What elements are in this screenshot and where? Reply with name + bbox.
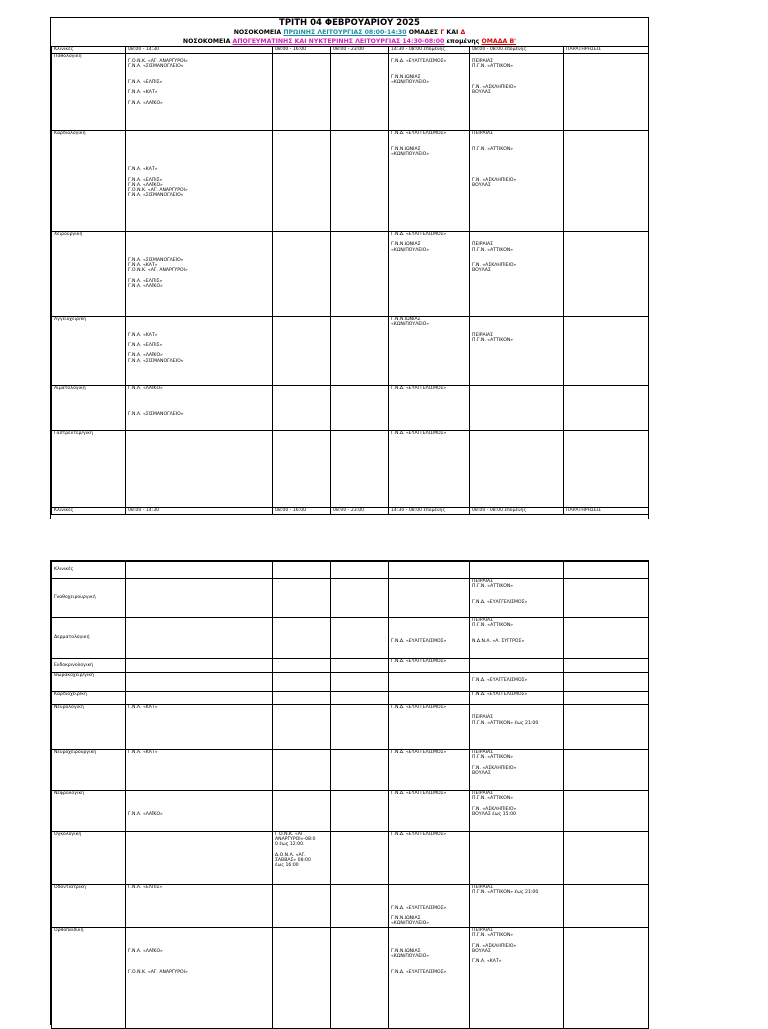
clinic-name: Νευρολογική [52,705,126,750]
hospital-cell [126,832,273,885]
clinic-name: Κλινικές [52,562,126,579]
hospital-cell [273,692,331,705]
hospital-cell [273,885,331,928]
hospital-cell [273,750,331,791]
hospital-cell [389,562,470,579]
hospital-cell [331,791,389,832]
hospital-cell: Γ.Ο.Ν.Κ. «ΑΓ. ΑΝΑΡΓΥΡΟΙ» Γ.Ν.Α. «ΣΙΣΜΑΝΟΓΛΕΙΟ» Γ.Ν.Α. «ΕΛΠΙΣ» Γ.Ν.Α. «ΚΑΤ» Γ.Ν.Α. «ΛΑΪΚΟ» [126,54,273,131]
clinic-name: Νευροχειρουργική [52,750,126,791]
hospital-cell [273,705,331,750]
table-row [52,928,649,1029]
table-row [52,232,649,317]
clinic-name: Οδοντιατρική [52,885,126,928]
hospital-cell [126,673,273,692]
hospital-cell: ΠΕΙΡΑΙΑΣ Π.Γ.Ν. «ΑΤΤΙΚΟΝ» έως 21:00 [470,705,564,750]
hospital-cell [126,562,273,579]
hospital-cell [470,832,564,885]
hospital-cell: Γ.Ν.Α. «ΚΑΤ» Γ.Ν.Α. «ΕΛΠΙΣ» Γ.Ν.Α. «ΛΑΪΚΟ» Γ.Ο.Ν.Κ. «ΑΓ. ΑΝΑΡΓΥΡΟΙ» Γ.Ν.Α. «ΣΙΣΜΑΝΟΓΛΕΙΟ» [126,131,273,232]
clinic-name: Ογκολογική [52,832,126,885]
hospital-cell [564,832,649,885]
table-row [52,832,649,885]
hospital-cell [564,928,649,1029]
evening-shift-line [51,37,648,46]
hospital-cell [564,579,649,618]
group-beta: ΟΜΑΔΑ Β' [481,38,517,45]
clinic-name: Γναθοχειρουργική [52,579,126,618]
hospital-cell: ΠΕΙΡΑΙΑΣ Π.Γ.Ν. «ΑΤΤΙΚΟΝ» Γ.Ν. «ΑΣΚΛΗΠΙΕΙΟ» ΒΟΥΛΑΣ έως 15:00 [470,791,564,832]
hospital-cell [331,579,389,618]
hospital-cell: Γ.Ν.Α. «ΣΙΣΜΑΝΟΓΛΕΙΟ» Γ.Ν.Α. «ΚΑΤ» Γ.Ο.Ν.Κ. «ΑΓ. ΑΝΑΡΓΥΡΟΙ» Γ.Ν.Α. «ΕΛΠΙΣ» Γ.Ν.Α. «ΛΑΪΚΟ» [126,232,273,317]
table-row [52,885,649,928]
clinic-name: Νεφρολογική [52,791,126,832]
hospital-cell [331,673,389,692]
hospital-cell: Γ.Ν.Α. «ΚΑΤ» [126,750,273,791]
clinic-name: Καρδιοχειρ/κή [52,692,126,705]
hospital-cell [273,431,331,508]
hospital-cell: ΠΕΙΡΑΙΑΣ Π.Γ.Ν. «ΑΤΤΙΚΟΝ» Γ.Ν. «ΑΣΚΛΗΠΙΕΙΟ» ΒΟΥΛΑΣ [470,54,564,131]
header-row [52,47,649,54]
hospital-cell [331,232,389,317]
hospital-cell [331,131,389,232]
hospital-cell: Γ.Ν.Α. «ΛΑΪΚΟ» [126,791,273,832]
hospital-cell: Γ.Ν.Δ. «ΕΥΑΓΓΕΛΙΣΜΟΣ» [389,832,470,885]
table-row [52,673,649,692]
hospital-cell [273,928,331,1029]
hospital-cell [564,431,649,508]
hospital-cell [331,431,389,508]
hospital-cell [273,386,331,431]
hospital-cell [331,928,389,1029]
hospital-cell: Γ.Ν.Δ. «ΕΥΑΓΓΕΛΙΣΜΟΣ» [389,431,470,508]
hospital-cell: Γ.Ν.Δ. «ΕΥΑΓΓΕΛΙΣΜΟΣ» [389,791,470,832]
table-row [52,705,649,750]
hospital-cell: ΠΕΙΡΑΙΑΣ Π.Γ.Ν. «ΑΤΤΙΚΟΝ» [470,317,564,386]
hospital-cell [331,317,389,386]
clinic-name: Παθολογική [52,54,126,131]
hospital-cell: ΠΕΙΡΑΙΑΣ Π.Γ.Ν. «ΑΤΤΙΚΟΝ» έως 21:00 [470,885,564,928]
header-text: ΟΜΑΔΕΣ [406,29,441,36]
table-row [52,579,649,618]
page-header [51,18,648,46]
column-header: 08:00 - 23:00 [331,47,389,54]
column-header: Κλινικές [52,508,126,515]
hospital-cell [564,705,649,750]
page-title: ΤΡΙΤΗ 04 ΦΕΒΡΟΥΑΡΙΟΥ 2025 [279,18,420,28]
clinic-name: Χειρουργική [52,232,126,317]
column-header: 08:00 - 16:00 [273,47,331,54]
hospital-cell: Γ.Ν.Ν.ΙΩΝΙΑΣ «ΚΩΝ/ΠΟΥΛΕΙΟ» [389,317,470,386]
table-row [52,54,649,131]
hospital-cell [331,659,389,673]
hospital-cell: Γ.Ν.Δ. «ΕΥΑΓΓΕΛΙΣΜΟΣ» [470,692,564,705]
clinic-name: Δερματολογική [52,618,126,659]
group-delta: Δ [460,29,466,36]
hospital-cell [564,618,649,659]
column-header: 08:00 - 14:30 [126,47,273,54]
hospital-cell [564,317,649,386]
morning-hours: ΠΡΩΙΝΗΣ ΛΕΙΤΟΥΡΓΙΑΣ 08:00-14:30 [283,29,407,36]
hospital-cell [564,386,649,431]
column-header: 14:30 - 08:00 επομένης [389,508,470,515]
hospital-cell: Γ.Ν.Δ. «ΕΥΑΓΓΕΛΙΣΜΟΣ» Γ.Ν.Ν.ΙΩΝΙΑΣ «ΚΩΝ/ΠΟΥΛΕΙΟ» [389,54,470,131]
table-row [52,791,649,832]
clinic-name: Ενδοκρινολογική [52,659,126,673]
hospital-cell [331,618,389,659]
schedule-table-2 [51,561,649,1029]
hospital-cell: Γ.Ν.Α. «ΕΛΠΙΣ» [126,885,273,928]
hospital-cell: Γ.Ν.Α. «ΛΑΪΚΟ» Γ.Ν.Α. «ΣΙΣΜΑΝΟΓΛΕΙΟ» [126,386,273,431]
clinic-name: Αγγειοχειρ/κή [52,317,126,386]
hospital-cell: Γ.Ν.Α. «ΚΑΤ» Γ.Ν.Α. «ΕΛΠΙΣ» Γ.Ν.Α. «ΛΑΪΚΟ» Γ.Ν.Α. «ΣΙΣΜΑΝΟΓΛΕΙΟ» [126,317,273,386]
table-row [52,131,649,232]
hospital-cell: ΠΕΙΡΑΙΑΣ Π.Γ.Ν. «ΑΤΤΙΚΟΝ» Γ.Ν. «ΑΣΚΛΗΠΙΕΙΟ» ΒΟΥΛΑΣ [470,131,564,232]
hospital-cell [126,431,273,508]
hospital-cell [331,562,389,579]
hospital-cell [564,791,649,832]
header-text: ΝΟΣΟΚΟΜΕΙΑ [182,38,233,45]
hospital-cell: Γ.Ν.Ν.ΙΩΝΙΑΣ «ΚΩΝ/ΠΟΥΛΕΙΟ» Γ.Ν.Δ. «ΕΥΑΓΓΕΛΙΣΜΟΣ» [389,928,470,1029]
table-row [52,618,649,659]
column-header: 08:00 - 14:30 [126,508,273,515]
hospital-cell [564,562,649,579]
hospital-cell [331,54,389,131]
clinic-name: Ορθοπαιδική [52,928,126,1029]
table-row [52,750,649,791]
schedule-table-1 [51,46,649,515]
hospital-cell [470,431,564,508]
hospital-cell: Γ.Ν.Δ. «ΕΥΑΓΓΕΛΙΣΜΟΣ» Γ.Ν.Ν.ΙΩΝΙΑΣ «ΚΩΝ/ΠΟΥΛΕΙΟ» [389,232,470,317]
hospital-cell [273,579,331,618]
hospital-cell [564,131,649,232]
hospital-cell: ΠΕΙΡΑΙΑΣ Π.Γ.Ν. «ΑΤΤΙΚΟΝ» Γ.Ν. «ΑΣΚΛΗΠΙΕΙΟ» ΒΟΥΛΑΣ [470,232,564,317]
header-text: επομένης [444,38,482,45]
column-header: ΠΑΡΑΤΗΡΗΣΕΙΣ [564,47,649,54]
hospital-cell: Γ.Ο.Ν.Κ. «ΑΓ. ΑΝΑΡΓΥΡΟΙ»-08:0 0 έως 12:00. Δ.Ο.Ν.Α. «ΑΓ. ΣΑΒΒΑΣ» 08:00 έως 16:00 [273,832,331,885]
hospital-cell [564,232,649,317]
hospital-cell: Γ.Ν.Δ. «ΕΥΑΓΓΕΛΙΣΜΟΣ» [470,673,564,692]
hospital-cell: Γ.Ν.Α. «ΚΑΤ» [126,705,273,750]
hospital-cell [564,750,649,791]
hospital-cell [273,791,331,832]
hospital-cell [273,673,331,692]
footer-header-row [52,508,649,515]
hospital-cell [126,618,273,659]
hospital-cell [470,386,564,431]
hospital-cell: Γ.Ν.Δ. «ΕΥΑΓΓΕΛΙΣΜΟΣ» Γ.Ν.Ν.ΙΩΝΙΑΣ «ΚΩΝ/ΠΟΥΛΕΙΟ» [389,885,470,928]
column-header: 14:30 - 08:00 επομένης [389,47,470,54]
hospital-cell [273,659,331,673]
table-row [52,562,649,579]
hospital-cell [331,386,389,431]
schedule-page-1 [50,17,649,519]
morning-shift-line [51,28,648,37]
schedule-page-2 [50,560,649,1025]
hospital-cell: Γ.Ν.Δ. «ΕΥΑΓΓΕΛΙΣΜΟΣ» Γ.Ν.Ν.ΙΩΝΙΑΣ «ΚΩΝ/ΠΟΥΛΕΙΟ» [389,131,470,232]
table-row [52,431,649,508]
hospital-cell [273,54,331,131]
hospital-cell [273,232,331,317]
hospital-cell: ΠΕΙΡΑΙΑΣ Π.Γ.Ν. «ΑΤΤΙΚΟΝ» Γ.Ν. «ΑΣΚΛΗΠΙΕΙΟ» ΒΟΥΛΑΣ [470,750,564,791]
evening-hours: ΑΠΟΓΕΥΜΑΤΙΝΗΣ ΚΑΙ ΝΥΚΤΕΡΙΝΗΣ ΛΕΙΤΟΥΡΓΙΑΣ 14:30-08:00 [232,38,445,45]
hospital-cell [331,705,389,750]
hospital-cell [331,832,389,885]
hospital-cell [273,562,331,579]
header-text: ΚΑΙ [444,29,461,36]
hospital-cell [331,885,389,928]
hospital-cell [470,562,564,579]
hospital-cell [273,131,331,232]
hospital-cell: ΠΕΙΡΑΙΑΣ Π.Γ.Ν. «ΑΤΤΙΚΟΝ» Ν.Δ.Ν.Α. «Α. ΣΥΓΓΡΟΣ» [470,618,564,659]
hospital-cell: Γ.Ν.Δ. «ΕΥΑΓΓΕΛΙΣΜΟΣ» [389,750,470,791]
hospital-cell [126,692,273,705]
group-gamma: Γ [440,29,445,36]
table-row [52,317,649,386]
hospital-cell [126,659,273,673]
hospital-cell [389,692,470,705]
hospital-cell [564,673,649,692]
hospital-cell: Γ.Ν.Δ. «ΕΥΑΓΓΕΛΙΣΜΟΣ» [389,618,470,659]
hospital-cell [564,54,649,131]
column-header: 08:00 - 23:00 [331,508,389,515]
column-header: 08:00 - 08:00 επομένης [470,508,564,515]
column-header: ΠΑΡΑΤΗΡΗΣΕΙΣ [564,508,649,515]
hospital-cell: ΠΕΙΡΑΙΑΣ Π.Γ.Ν. «ΑΤΤΙΚΟΝ» Γ.Ν.Δ. «ΕΥΑΓΓΕΛΙΣΜΟΣ» [470,579,564,618]
column-header: Κλινικές [52,47,126,54]
column-header: 08:00 - 08:00 επομένης [470,47,564,54]
hospital-cell: Γ.Ν.Δ. «ΕΥΑΓΓΕΛΙΣΜΟΣ» [389,386,470,431]
header-text: ΝΟΣΟΚΟΜΕΙΑ [233,29,284,36]
hospital-cell [564,659,649,673]
hospital-cell [470,659,564,673]
clinic-name: Αιματολογική [52,386,126,431]
hospital-cell [126,579,273,618]
column-header: 08:00 - 16:00 [273,508,331,515]
hospital-cell [389,579,470,618]
hospital-cell [564,885,649,928]
clinic-name: Γαστρεντερ/γική [52,431,126,508]
hospital-cell [331,692,389,705]
hospital-cell: Γ.Ν.Α. «ΛΑΪΚΟ» Γ.Ο.Ν.Κ. «ΑΓ. ΑΝΑΡΓΥΡΟΙ» [126,928,273,1029]
clinic-name: Καρδιολογική [52,131,126,232]
table-row [52,692,649,705]
hospital-cell [564,692,649,705]
hospital-cell: ΠΕΙΡΑΙΑΣ Π.Γ.Ν. «ΑΤΤΙΚΟΝ» Γ.Ν. «ΑΣΚΛΗΠΙΕΙΟ» ΒΟΥΛΑΣ Γ.Ν.Α. «ΚΑΤ» [470,928,564,1029]
hospital-cell [273,317,331,386]
hospital-cell [331,750,389,791]
table-row [52,386,649,431]
clinic-name: Θωρακοχειρ/γική [52,673,126,692]
hospital-cell: Γ.Ν.Δ. «ΕΥΑΓΓΕΛΙΣΜΟΣ» [389,705,470,750]
hospital-cell [389,673,470,692]
hospital-cell: Γ.Ν.Δ. «ΕΥΑΓΓΕΛΙΣΜΟΣ» [389,659,470,673]
table-row [52,659,649,673]
hospital-cell [273,618,331,659]
